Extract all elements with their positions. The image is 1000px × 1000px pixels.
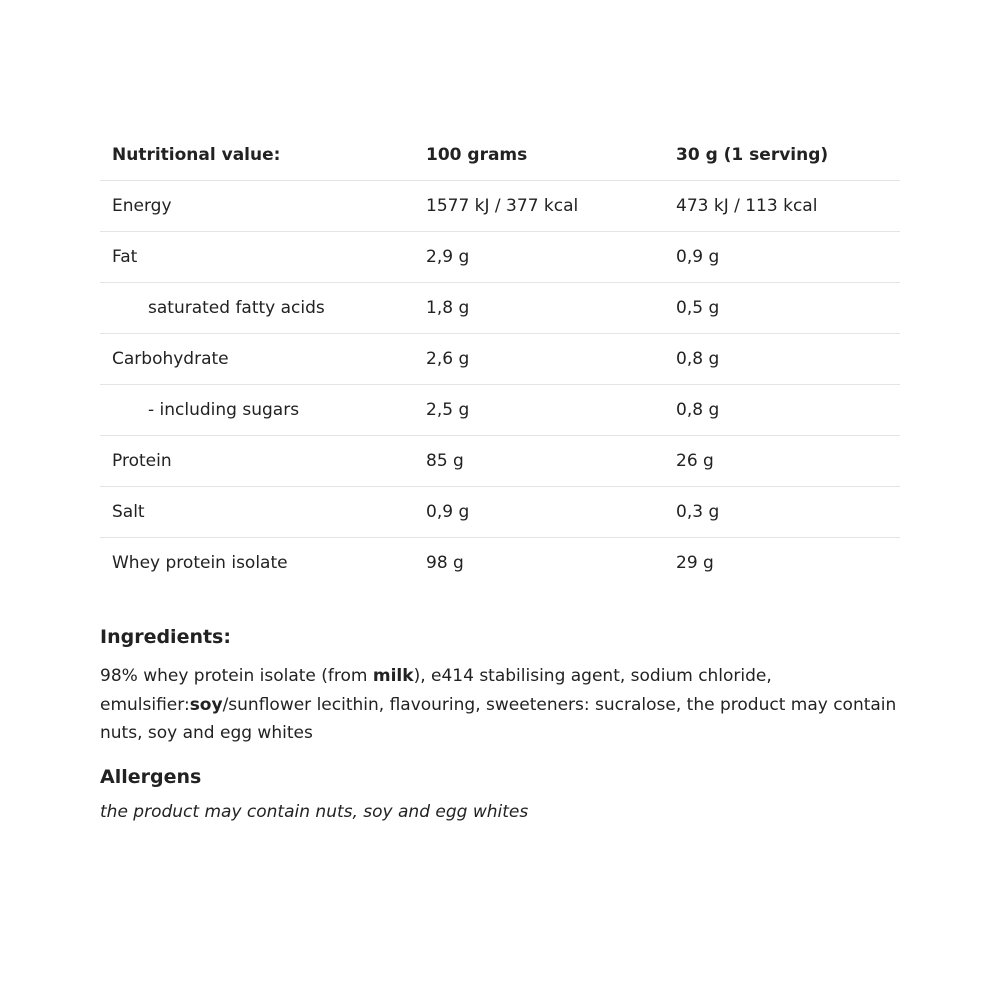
row-serving: 26 g [676, 451, 714, 471]
table-row [100, 232, 900, 283]
header-serving: 30 g (1 serving) [676, 145, 829, 165]
row-per100: 1,8 g [426, 298, 470, 318]
allergen-soy: soy [189, 694, 223, 715]
ingredients-part-1: 98% whey protein isolate (from [100, 666, 373, 686]
row-label: Fat [112, 247, 138, 267]
table-row [100, 385, 900, 436]
allergens-heading: Allergens [100, 765, 202, 788]
ingredients-part-2: ), e414 stabilising agent, sodium chloride, emulsifier: [100, 666, 772, 715]
allergen-milk: milk [372, 666, 414, 686]
allergens-text: the product may contain nuts, soy and egg whites [100, 801, 529, 822]
header-nutritional-value: Nutritional value: [112, 145, 281, 165]
ingredients-part-3: /sunflower lecithin, flavouring, sweeteners: sucralose, the product may contain nuts, soy and egg whites [100, 694, 897, 743]
table-row [100, 538, 900, 589]
row-per100: 85 g [426, 451, 464, 471]
header-100-grams: 100 grams [426, 145, 528, 165]
product-info [100, 130, 900, 822]
table-row [100, 436, 900, 487]
table-row [100, 283, 900, 334]
row-label: saturated fatty acids [148, 298, 325, 318]
row-serving: 0,5 g [676, 298, 720, 318]
ingredients-text [100, 662, 900, 748]
row-per100: 2,6 g [426, 349, 470, 369]
row-label: Protein [112, 451, 172, 471]
row-serving: 0,9 g [676, 247, 720, 267]
row-serving: 0,8 g [676, 400, 720, 420]
row-label: Energy [112, 196, 172, 216]
row-per100: 2,5 g [426, 400, 470, 420]
table-row [100, 181, 900, 232]
row-serving: 473 kJ / 113 kcal [676, 196, 818, 216]
nutrition-table [100, 130, 900, 588]
row-serving: 29 g [676, 553, 714, 573]
row-label: Salt [112, 502, 145, 522]
row-per100: 98 g [426, 553, 464, 573]
ingredients-heading: Ingredients: [100, 626, 231, 648]
row-serving: 0,8 g [676, 349, 720, 369]
table-row [100, 487, 900, 538]
row-per100: 0,9 g [426, 502, 470, 522]
row-per100: 2,9 g [426, 247, 470, 267]
row-label: Whey protein isolate [112, 553, 288, 573]
row-label: Carbohydrate [112, 349, 229, 369]
row-label: - including sugars [148, 400, 300, 420]
row-serving: 0,3 g [676, 502, 720, 522]
table-row [100, 334, 900, 385]
row-per100: 1577 kJ / 377 kcal [426, 196, 579, 216]
table-header-row [100, 130, 900, 181]
